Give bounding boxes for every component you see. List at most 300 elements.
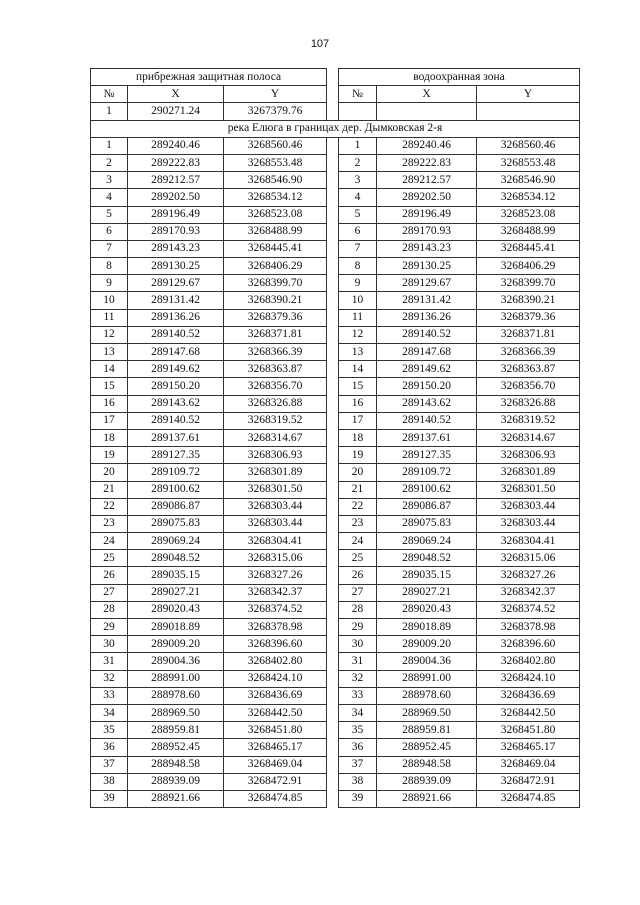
left-point-num: 30 <box>91 636 128 653</box>
right-point-y: 3268553.48 <box>477 154 580 171</box>
right-point-num: 6 <box>339 223 377 240</box>
left-num-header: № <box>91 86 128 103</box>
left-point-y: 3268474.85 <box>224 790 327 807</box>
left-point-num: 16 <box>91 395 128 412</box>
left-point-x: 289170.93 <box>128 223 224 240</box>
right-point-x: 289140.52 <box>377 412 477 429</box>
left-point-y: 3268534.12 <box>224 189 327 206</box>
right-point-y: 3268301.89 <box>477 464 580 481</box>
table-row <box>91 361 580 378</box>
column-gap <box>327 326 339 343</box>
left-point-y: 3268451.80 <box>224 722 327 739</box>
left-point-x: 289100.62 <box>128 481 224 498</box>
left-point-x: 289147.68 <box>128 344 224 361</box>
column-gap <box>327 395 339 412</box>
left-point-y: 3268327.26 <box>224 567 327 584</box>
column-gap <box>327 86 339 103</box>
table-row <box>91 223 580 240</box>
column-gap <box>327 533 339 550</box>
table-row <box>91 515 580 532</box>
column-gap <box>327 550 339 567</box>
left-point-y: 3268553.48 <box>224 154 327 171</box>
right-point-num: 15 <box>339 378 377 395</box>
table-row <box>91 550 580 567</box>
right-point-y: 3268472.91 <box>477 773 580 790</box>
column-gap <box>327 189 339 206</box>
column-gap <box>327 154 339 171</box>
right-point-num: 16 <box>339 395 377 412</box>
left-point-num: 2 <box>91 154 128 171</box>
left-point-x: 288948.58 <box>128 756 224 773</box>
right-point-num: 39 <box>339 790 377 807</box>
right-point-num: 34 <box>339 704 377 721</box>
right-point-num: 26 <box>339 567 377 584</box>
right-point-y: 3268546.90 <box>477 172 580 189</box>
right-point-y: 3268304.41 <box>477 533 580 550</box>
coordinates-table <box>90 68 580 808</box>
right-point-num: 1 <box>339 137 377 154</box>
first-point-y: 3267379.76 <box>224 103 327 120</box>
right-point-num: 18 <box>339 429 377 446</box>
left-point-x: 289140.52 <box>128 412 224 429</box>
right-point-x: 289131.42 <box>377 292 477 309</box>
column-gap <box>327 687 339 704</box>
right-point-y: 3268469.04 <box>477 756 580 773</box>
column-gap <box>327 344 339 361</box>
right-point-y: 3268326.88 <box>477 395 580 412</box>
right-point-num: 30 <box>339 636 377 653</box>
right-point-y: 3268371.81 <box>477 326 580 343</box>
left-x-header: X <box>128 86 224 103</box>
right-point-x: 289035.15 <box>377 567 477 584</box>
table-row <box>91 326 580 343</box>
right-point-num: 24 <box>339 533 377 550</box>
right-point-y: 3268379.36 <box>477 309 580 326</box>
left-point-y: 3268442.50 <box>224 704 327 721</box>
column-gap <box>327 292 339 309</box>
right-point-y: 3268402.80 <box>477 653 580 670</box>
table-row <box>91 636 580 653</box>
left-point-x: 289150.20 <box>128 378 224 395</box>
right-group-header: водоохранная зона <box>339 69 580 86</box>
right-point-y: 3268363.87 <box>477 361 580 378</box>
column-gap <box>327 172 339 189</box>
left-point-y: 3268374.52 <box>224 601 327 618</box>
right-point-x: 288948.58 <box>377 756 477 773</box>
left-point-y: 3268523.08 <box>224 206 327 223</box>
right-point-num: 13 <box>339 344 377 361</box>
left-point-x: 289140.52 <box>128 326 224 343</box>
left-point-y: 3268314.67 <box>224 429 327 446</box>
column-gap <box>327 636 339 653</box>
right-point-x: 289136.26 <box>377 309 477 326</box>
right-point-x: 289130.25 <box>377 258 477 275</box>
column-gap <box>327 481 339 498</box>
table-row <box>91 309 580 326</box>
left-point-y: 3268301.50 <box>224 481 327 498</box>
left-point-num: 12 <box>91 326 128 343</box>
right-point-x: 289212.57 <box>377 172 477 189</box>
left-point-num: 29 <box>91 619 128 636</box>
left-point-num: 7 <box>91 240 128 257</box>
left-point-y: 3268546.90 <box>224 172 327 189</box>
empty-cell <box>339 103 377 120</box>
left-point-x: 289035.15 <box>128 567 224 584</box>
left-point-num: 18 <box>91 429 128 446</box>
right-point-num: 14 <box>339 361 377 378</box>
column-gap <box>327 223 339 240</box>
table-row <box>91 601 580 618</box>
right-point-x: 289196.49 <box>377 206 477 223</box>
left-point-x: 289149.62 <box>128 361 224 378</box>
column-gap <box>327 447 339 464</box>
table-row <box>91 378 580 395</box>
left-point-x: 289018.89 <box>128 619 224 636</box>
table-row <box>91 498 580 515</box>
table-row <box>91 790 580 807</box>
left-point-y: 3268303.44 <box>224 498 327 515</box>
right-point-num: 9 <box>339 275 377 292</box>
left-point-x: 289222.83 <box>128 154 224 171</box>
group-header-row <box>91 69 580 86</box>
table-row <box>91 412 580 429</box>
column-gap <box>327 378 339 395</box>
left-point-y: 3268366.39 <box>224 344 327 361</box>
column-gap <box>327 137 339 154</box>
right-point-x: 289147.68 <box>377 344 477 361</box>
right-point-y: 3268442.50 <box>477 704 580 721</box>
right-point-x: 288978.60 <box>377 687 477 704</box>
right-point-y: 3268523.08 <box>477 206 580 223</box>
table-row <box>91 206 580 223</box>
right-point-num: 3 <box>339 172 377 189</box>
right-point-y: 3268390.21 <box>477 292 580 309</box>
table-row <box>91 704 580 721</box>
right-point-num: 38 <box>339 773 377 790</box>
left-point-x: 288978.60 <box>128 687 224 704</box>
left-point-y: 3268356.70 <box>224 378 327 395</box>
left-point-y: 3268424.10 <box>224 670 327 687</box>
column-gap <box>327 515 339 532</box>
right-point-x: 288939.09 <box>377 773 477 790</box>
first-point-x: 290271.24 <box>128 103 224 120</box>
column-gap <box>327 240 339 257</box>
left-point-x: 288939.09 <box>128 773 224 790</box>
right-point-num: 36 <box>339 739 377 756</box>
right-point-y: 3268436.69 <box>477 687 580 704</box>
column-gap <box>327 722 339 739</box>
left-point-x: 289240.46 <box>128 137 224 154</box>
left-point-x: 289048.52 <box>128 550 224 567</box>
left-point-x: 289009.20 <box>128 636 224 653</box>
left-point-num: 3 <box>91 172 128 189</box>
column-gap <box>327 258 339 275</box>
table-row <box>91 344 580 361</box>
left-point-num: 6 <box>91 223 128 240</box>
right-point-num: 33 <box>339 687 377 704</box>
right-point-x: 289240.46 <box>377 137 477 154</box>
left-point-num: 32 <box>91 670 128 687</box>
left-point-x: 288959.81 <box>128 722 224 739</box>
left-point-num: 20 <box>91 464 128 481</box>
left-point-num: 37 <box>91 756 128 773</box>
table-row <box>91 154 580 171</box>
left-point-x: 288969.50 <box>128 704 224 721</box>
left-point-num: 34 <box>91 704 128 721</box>
right-point-num: 19 <box>339 447 377 464</box>
right-point-y: 3268451.80 <box>477 722 580 739</box>
table-row <box>91 584 580 601</box>
column-gap <box>327 361 339 378</box>
right-point-x: 289150.20 <box>377 378 477 395</box>
left-point-x: 289136.26 <box>128 309 224 326</box>
column-gap <box>327 756 339 773</box>
left-point-x: 289202.50 <box>128 189 224 206</box>
table-row <box>91 653 580 670</box>
table-row <box>91 481 580 498</box>
left-point-num: 27 <box>91 584 128 601</box>
left-point-num: 9 <box>91 275 128 292</box>
right-point-y: 3268303.44 <box>477 515 580 532</box>
right-point-num: 5 <box>339 206 377 223</box>
right-point-y: 3268319.52 <box>477 412 580 429</box>
right-point-num: 23 <box>339 515 377 532</box>
left-point-x: 289069.24 <box>128 533 224 550</box>
right-point-x: 289018.89 <box>377 619 477 636</box>
first-point-row <box>91 103 580 120</box>
right-num-header: № <box>339 86 377 103</box>
left-point-y: 3268315.06 <box>224 550 327 567</box>
right-point-x: 289004.36 <box>377 653 477 670</box>
right-x-header: X <box>377 86 477 103</box>
right-point-num: 20 <box>339 464 377 481</box>
table-row <box>91 429 580 446</box>
right-point-y: 3268356.70 <box>477 378 580 395</box>
right-point-y: 3268374.52 <box>477 601 580 618</box>
left-point-num: 11 <box>91 309 128 326</box>
right-point-x: 289143.23 <box>377 240 477 257</box>
table-row <box>91 756 580 773</box>
left-point-num: 13 <box>91 344 128 361</box>
right-point-num: 32 <box>339 670 377 687</box>
right-point-num: 22 <box>339 498 377 515</box>
right-point-num: 2 <box>339 154 377 171</box>
left-point-x: 289212.57 <box>128 172 224 189</box>
table-row <box>91 533 580 550</box>
right-point-num: 8 <box>339 258 377 275</box>
left-point-y: 3268406.29 <box>224 258 327 275</box>
left-point-num: 36 <box>91 739 128 756</box>
left-point-x: 289109.72 <box>128 464 224 481</box>
column-gap <box>327 653 339 670</box>
right-point-x: 289100.62 <box>377 481 477 498</box>
right-point-x: 289170.93 <box>377 223 477 240</box>
left-point-y: 3268436.69 <box>224 687 327 704</box>
right-point-y: 3268445.41 <box>477 240 580 257</box>
left-point-x: 289075.83 <box>128 515 224 532</box>
right-point-y: 3268306.93 <box>477 447 580 464</box>
left-point-y: 3268306.93 <box>224 447 327 464</box>
left-point-num: 4 <box>91 189 128 206</box>
table-row <box>91 240 580 257</box>
empty-cell <box>377 103 477 120</box>
right-point-y: 3268488.99 <box>477 223 580 240</box>
column-gap <box>327 739 339 756</box>
right-point-y: 3268327.26 <box>477 567 580 584</box>
right-point-x: 288959.81 <box>377 722 477 739</box>
right-point-x: 289020.43 <box>377 601 477 618</box>
table-row <box>91 464 580 481</box>
left-point-y: 3268469.04 <box>224 756 327 773</box>
right-point-y: 3268406.29 <box>477 258 580 275</box>
right-point-num: 29 <box>339 619 377 636</box>
left-point-y: 3268445.41 <box>224 240 327 257</box>
left-point-x: 289143.23 <box>128 240 224 257</box>
left-point-num: 26 <box>91 567 128 584</box>
table-row <box>91 189 580 206</box>
right-point-x: 288991.00 <box>377 670 477 687</box>
table-row <box>91 619 580 636</box>
table-row <box>91 395 580 412</box>
right-point-y: 3268314.67 <box>477 429 580 446</box>
right-point-x: 289143.62 <box>377 395 477 412</box>
column-gap <box>327 498 339 515</box>
right-point-y: 3268378.98 <box>477 619 580 636</box>
right-point-y: 3268465.17 <box>477 739 580 756</box>
table-row <box>91 670 580 687</box>
left-point-num: 22 <box>91 498 128 515</box>
table-row <box>91 567 580 584</box>
column-gap <box>327 429 339 446</box>
right-point-num: 10 <box>339 292 377 309</box>
right-point-num: 7 <box>339 240 377 257</box>
right-point-num: 12 <box>339 326 377 343</box>
empty-cell <box>477 103 580 120</box>
column-gap <box>327 584 339 601</box>
column-gap <box>327 206 339 223</box>
left-point-num: 14 <box>91 361 128 378</box>
table-row <box>91 687 580 704</box>
column-gap <box>327 567 339 584</box>
left-point-num: 35 <box>91 722 128 739</box>
right-point-y: 3268315.06 <box>477 550 580 567</box>
right-point-num: 37 <box>339 756 377 773</box>
page-number: 107 <box>310 38 330 50</box>
left-point-num: 24 <box>91 533 128 550</box>
column-gap <box>327 773 339 790</box>
right-point-x: 289149.62 <box>377 361 477 378</box>
left-point-x: 289027.21 <box>128 584 224 601</box>
left-point-num: 21 <box>91 481 128 498</box>
left-point-y: 3268319.52 <box>224 412 327 429</box>
right-point-y: 3268303.44 <box>477 498 580 515</box>
left-point-x: 289196.49 <box>128 206 224 223</box>
right-point-y: 3268474.85 <box>477 790 580 807</box>
left-y-header: Y <box>224 86 327 103</box>
right-point-x: 289202.50 <box>377 189 477 206</box>
right-point-num: 4 <box>339 189 377 206</box>
left-point-y: 3268465.17 <box>224 739 327 756</box>
right-point-y: 3268396.60 <box>477 636 580 653</box>
column-gap <box>327 275 339 292</box>
right-point-x: 289140.52 <box>377 326 477 343</box>
column-gap <box>327 790 339 807</box>
right-point-x: 289086.87 <box>377 498 477 515</box>
right-point-x: 288969.50 <box>377 704 477 721</box>
section-title-row <box>91 120 580 137</box>
table-row <box>91 137 580 154</box>
right-point-y: 3268301.50 <box>477 481 580 498</box>
left-point-y: 3268399.70 <box>224 275 327 292</box>
left-point-num: 5 <box>91 206 128 223</box>
table-row <box>91 739 580 756</box>
left-point-x: 289127.35 <box>128 447 224 464</box>
right-point-x: 289222.83 <box>377 154 477 171</box>
left-point-y: 3268390.21 <box>224 292 327 309</box>
left-point-num: 25 <box>91 550 128 567</box>
column-gap <box>327 601 339 618</box>
right-point-y: 3268366.39 <box>477 344 580 361</box>
right-point-y: 3268342.37 <box>477 584 580 601</box>
left-point-x: 289143.62 <box>128 395 224 412</box>
column-gap <box>327 704 339 721</box>
left-point-x: 289004.36 <box>128 653 224 670</box>
column-header-row <box>91 86 580 103</box>
left-point-y: 3268363.87 <box>224 361 327 378</box>
left-group-header: прибрежная защитная полоса <box>91 69 327 86</box>
left-point-num: 8 <box>91 258 128 275</box>
right-point-x: 289127.35 <box>377 447 477 464</box>
right-point-num: 31 <box>339 653 377 670</box>
left-point-num: 33 <box>91 687 128 704</box>
left-point-num: 19 <box>91 447 128 464</box>
right-point-x: 289027.21 <box>377 584 477 601</box>
right-point-num: 35 <box>339 722 377 739</box>
right-point-x: 289129.67 <box>377 275 477 292</box>
left-point-y: 3268304.41 <box>224 533 327 550</box>
left-point-y: 3268378.98 <box>224 619 327 636</box>
table-row <box>91 447 580 464</box>
right-point-x: 289069.24 <box>377 533 477 550</box>
left-point-y: 3268342.37 <box>224 584 327 601</box>
right-point-x: 288952.45 <box>377 739 477 756</box>
table-row <box>91 722 580 739</box>
column-gap <box>327 670 339 687</box>
left-point-y: 3268371.81 <box>224 326 327 343</box>
table-row <box>91 258 580 275</box>
right-point-y: 3268399.70 <box>477 275 580 292</box>
table-row <box>91 275 580 292</box>
left-point-x: 289131.42 <box>128 292 224 309</box>
right-point-num: 27 <box>339 584 377 601</box>
right-point-y: 3268560.46 <box>477 137 580 154</box>
left-point-num: 17 <box>91 412 128 429</box>
column-gap <box>327 103 339 120</box>
column-gap <box>327 69 339 86</box>
left-point-y: 3268326.88 <box>224 395 327 412</box>
right-point-x: 288921.66 <box>377 790 477 807</box>
right-point-num: 21 <box>339 481 377 498</box>
table-row <box>91 773 580 790</box>
left-point-x: 288952.45 <box>128 739 224 756</box>
first-point-num: 1 <box>91 103 128 120</box>
right-point-num: 11 <box>339 309 377 326</box>
left-point-x: 289137.61 <box>128 429 224 446</box>
column-gap <box>327 619 339 636</box>
right-point-num: 17 <box>339 412 377 429</box>
left-point-x: 289086.87 <box>128 498 224 515</box>
left-point-y: 3268303.44 <box>224 515 327 532</box>
